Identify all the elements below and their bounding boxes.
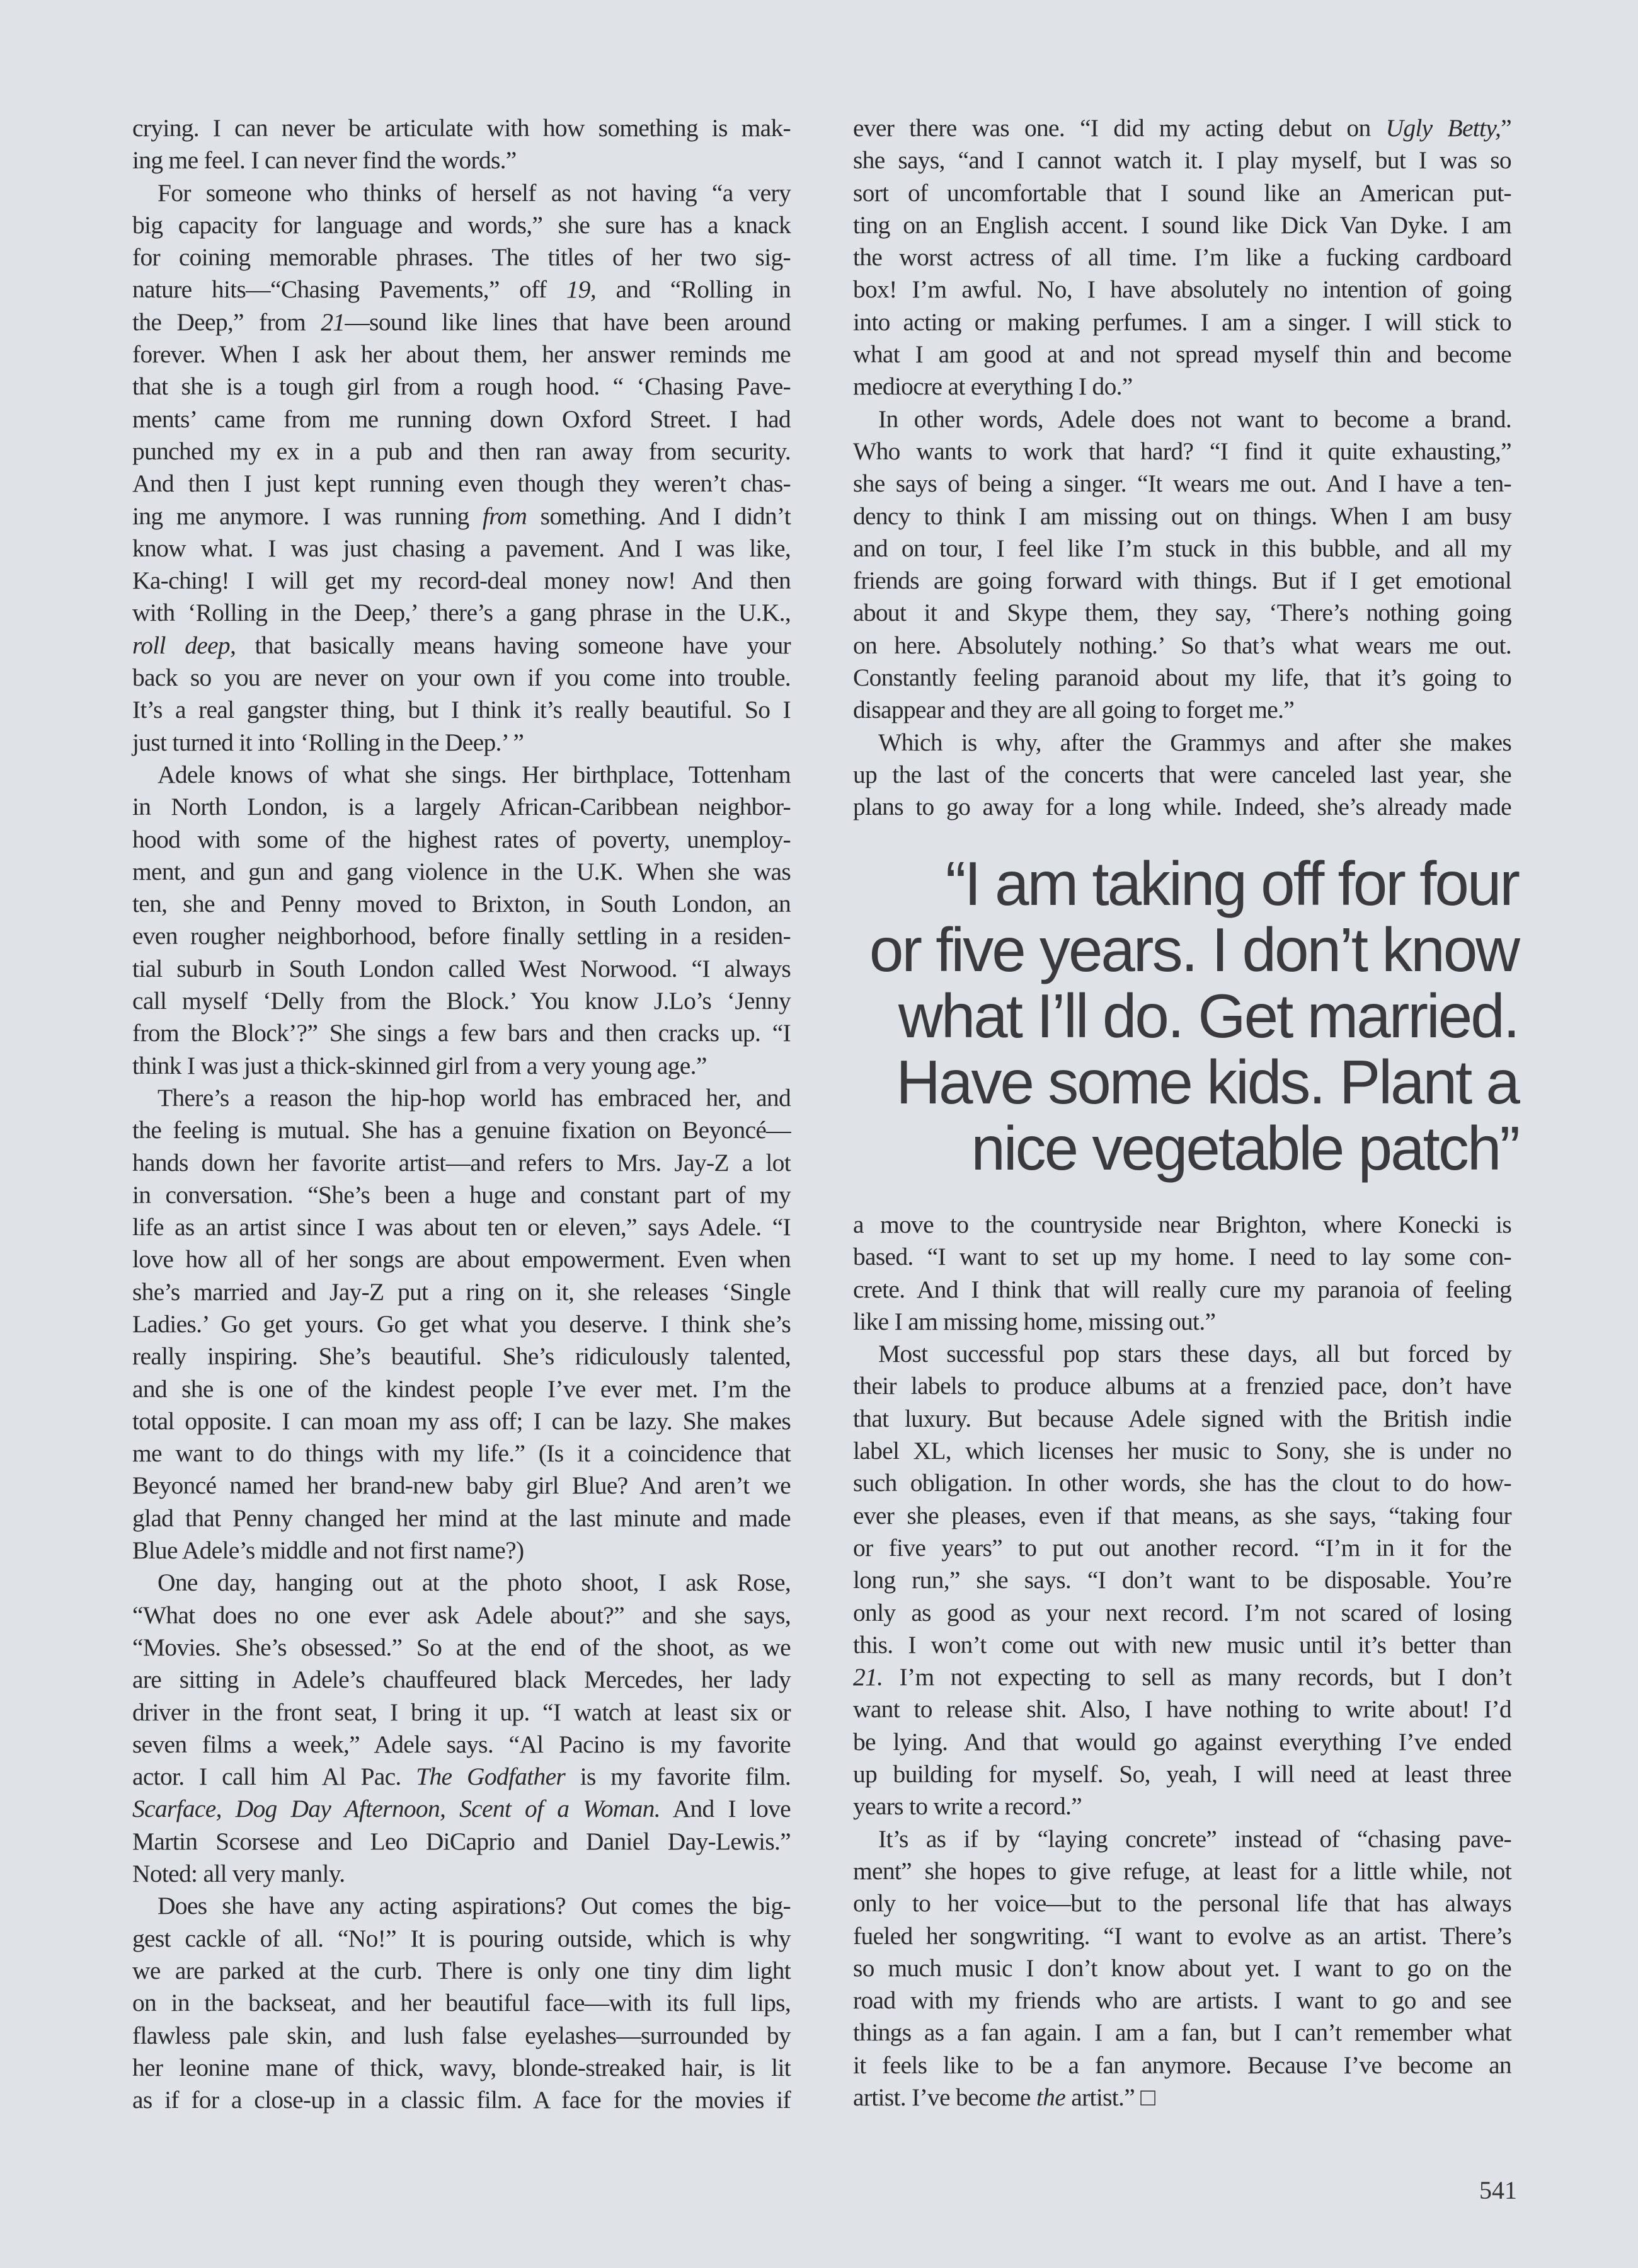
text-line: what I am good at and not spread myself thin and become bbox=[853, 340, 1511, 369]
text-line: mediocre at everything I do.” bbox=[853, 372, 1133, 401]
text-line: her leonine mane of thick, wavy, blonde-streaked hair, is lit bbox=[132, 2053, 791, 2081]
text-line: it feels like to be a fan anymore. Because I’ve become an bbox=[853, 2051, 1511, 2079]
italic-title: Ugly Betty, bbox=[1385, 114, 1501, 142]
text-line: based. “I want to set up my home. I need to lay some con- bbox=[853, 1243, 1511, 1271]
text-line: about it and Skype them, they say, ‘There’s nothing going bbox=[853, 599, 1511, 627]
text-line: she’s married and Jay-Z put a ring on it, she releases ‘Single bbox=[132, 1277, 791, 1306]
text-line: only as good as your next record. I’m not scared of losing bbox=[853, 1598, 1511, 1626]
text-line: think I was just a thick-skinned girl from a very young age.” bbox=[132, 1051, 707, 1079]
text-line: so much music I don’t know about yet. I want to go on the bbox=[853, 1954, 1511, 1982]
text-line: “Movies. She’s obsessed.” So at the end of the shoot, as we bbox=[132, 1633, 791, 1661]
text-line: life as an artist since I was about ten or eleven,” says Adele. “I bbox=[132, 1213, 791, 1241]
text-line: Most successful pop stars these days, all but forced by bbox=[878, 1340, 1511, 1368]
pull-quote-line: “I am taking off for four bbox=[945, 849, 1518, 918]
italic-title: 19, bbox=[566, 275, 597, 304]
text-line: just turned it into ‘Rolling in the Deep.’ ” bbox=[132, 728, 524, 756]
text-line: know what. I was just chasing a pavement. And I was like, bbox=[132, 534, 791, 562]
text-line: ing me anymore. I was running from something. And I didn’t bbox=[132, 502, 791, 530]
text-line: that she is a tough girl from a rough hood. “ ‘Chasing Pave- bbox=[132, 372, 791, 401]
text-line: and she is one of the kindest people I’ve ever met. I’m the bbox=[132, 1374, 791, 1403]
text-line: seven films a week,” Adele says. “Al Pacino is my favorite bbox=[132, 1730, 791, 1758]
text-line: ments’ came from me running down Oxford Street. I had bbox=[132, 405, 791, 433]
text-line: really inspiring. She’s beautiful. She’s ridiculously talented, bbox=[132, 1342, 791, 1371]
text-line: There’s a reason the hip-hop world has embraced her, and bbox=[158, 1083, 791, 1112]
text-line: Ladies.’ Go get yours. Go get what you deserve. I think she’s bbox=[132, 1310, 791, 1338]
text-line: nature hits—“Chasing Pavements,” off 19, and “Rolling in bbox=[132, 275, 791, 304]
text-line: One day, hanging out at the photo shoot, I ask Rose, bbox=[158, 1569, 791, 1597]
text-line: even rougher neighborhood, before finally settling in a residen- bbox=[132, 922, 791, 950]
text-line: ment, and gun and gang violence in the U.K. When she was bbox=[132, 857, 791, 885]
text-line: that luxury. But because Adele signed with the British indie bbox=[853, 1404, 1511, 1432]
text-line: ten, she and Penny moved to Brixton, in South London, an bbox=[132, 890, 791, 918]
text-line: a move to the countryside near Brighton, where Konecki is bbox=[853, 1211, 1511, 1238]
text-line: gest cackle of all. “No!” It is pouring outside, which is why bbox=[132, 1924, 791, 1952]
text-line: flawless pale skin, and lush false eyelashes—surrounded by bbox=[132, 2021, 791, 2049]
text-line: Adele knows of what she sings. Her birthplace, Tottenham bbox=[158, 760, 791, 788]
text-line: with ‘Rolling in the Deep,’ there’s a gang phrase in the U.K., bbox=[132, 599, 791, 627]
article-column-left bbox=[132, 112, 791, 2116]
text-line: It’s a real gangster thing, but I think it’s really beautiful. So I bbox=[132, 696, 791, 724]
paragraph bbox=[853, 1823, 1511, 2114]
text-line: It’s as if by “laying concrete” instead of “chasing pave- bbox=[878, 1824, 1511, 1853]
pull-quote bbox=[832, 851, 1518, 1182]
pull-quote-line: what I’ll do. Get married. bbox=[898, 981, 1518, 1051]
article-column-right-top bbox=[853, 112, 1511, 824]
paragraph bbox=[132, 1082, 791, 1567]
text-line: Which is why, after the Grammys and after she makes bbox=[878, 728, 1511, 756]
text-line: we are parked at the curb. There is only one tiny dim light bbox=[132, 1956, 791, 1984]
text-line: want to release shit. Also, I have nothing to write about! I’d bbox=[853, 1695, 1511, 1724]
text-line: Scarface, Dog Day Afternoon, Scent of a Woman. And I love bbox=[132, 1795, 791, 1823]
text-line: Martin Scorsese and Leo DiCaprio and Daniel Day-Lewis.” bbox=[132, 1827, 791, 1855]
text-line: as if for a close-up in a classic film. A face for the movies if bbox=[132, 2086, 791, 2114]
text-line: roll deep, that basically means having someone have your bbox=[132, 631, 791, 659]
text-line: for coining memorable phrases. The titles of her two sig- bbox=[132, 243, 791, 272]
text-line: ting on an English accent. I sound like Dick Van Dyke. I am bbox=[853, 210, 1511, 239]
text-line: tial suburb in South London called West Norwood. “I always bbox=[132, 954, 791, 982]
text-line: she says of being a singer. “It wears me out. And I have a ten- bbox=[853, 469, 1511, 498]
text-line: ing me feel. I can never find the words.” bbox=[132, 146, 517, 175]
text-line: the feeling is mutual. She has a genuine fixation on Beyoncé— bbox=[132, 1116, 791, 1144]
pull-quote-line: Have some kids. Plant a bbox=[896, 1047, 1518, 1117]
paragraph bbox=[132, 177, 791, 759]
text-line: ment” she hopes to give refuge, at least for a little while, not bbox=[853, 1856, 1511, 1885]
paragraph bbox=[853, 727, 1511, 824]
article-column-right-bottom bbox=[853, 1209, 1511, 2114]
text-line: plans to go away for a long while. Indeed, she’s already made bbox=[853, 793, 1511, 821]
italic-title: Scarface, Dog Day Afternoon, Scent of a Woman. bbox=[132, 1795, 660, 1823]
text-line: fueled her songwriting. “I want to evolve as an artist. There’s bbox=[853, 1921, 1511, 1950]
text-line: road with my friends who are artists. I want to go and see bbox=[853, 1986, 1511, 2015]
text-line: And then I just kept running even though they weren’t chas- bbox=[132, 469, 791, 498]
text-line: things as a fan again. I am a fan, but I can’t remember what bbox=[853, 2018, 1511, 2047]
text-line: on here. Absolutely nothing.’ So that’s what wears me out. bbox=[853, 631, 1511, 659]
paragraph bbox=[132, 1890, 791, 2116]
text-line: in conversation. “She’s been a huge and constant part of my bbox=[132, 1180, 791, 1209]
text-line: me want to do things with my life.” (Is it a coincidence that bbox=[132, 1439, 791, 1468]
italic-title: 21. bbox=[853, 1663, 883, 1691]
text-line: “What does no one ever ask Adele about?” and she says, bbox=[132, 1601, 791, 1629]
paragraph bbox=[853, 112, 1511, 403]
text-line: Noted: all very manly. bbox=[132, 1860, 345, 1888]
text-line: label XL, which licenses her music to Sony, she is under no bbox=[853, 1437, 1511, 1465]
paragraph bbox=[132, 1567, 791, 1890]
text-line: back so you are never on your own if you come into trouble. bbox=[132, 664, 791, 692]
text-line: 21. I’m not expecting to sell as many records, but I don’t bbox=[853, 1663, 1511, 1691]
text-line: the Deep,” from 21—sound like lines that have been around bbox=[132, 308, 791, 336]
text-line: For someone who thinks of herself as not having “a very bbox=[158, 178, 791, 207]
text-line: box! I’m awful. No, I have absolutely no intention of going bbox=[853, 275, 1511, 304]
text-line: friends are going forward with things. But if I get emotional bbox=[853, 567, 1511, 595]
text-line: Constantly feeling paranoid about my life, that it’s going to bbox=[853, 664, 1511, 692]
text-line: glad that Penny changed her mind at the last minute and made bbox=[132, 1504, 791, 1532]
text-line: driver in the front seat, I bring it up. “I watch at least six or bbox=[132, 1698, 791, 1726]
text-line: such obligation. In other words, she has the clout to do how- bbox=[853, 1469, 1511, 1497]
text-line: or five years” to put out another record. “I’m in it for the bbox=[853, 1533, 1511, 1562]
text-line: dency to think I am missing out on things. When I am busy bbox=[853, 502, 1511, 530]
text-line: years to write a record.” bbox=[853, 1792, 1082, 1821]
text-line: love how all of her songs are about empowerment. Even when bbox=[132, 1245, 791, 1274]
text-line: punched my ex in a pub and then ran away from security. bbox=[132, 437, 791, 465]
text-line: be lying. And that would go against everything I’ve ended bbox=[853, 1727, 1511, 1756]
text-line: actor. I call him Al Pac. The Godfather is my favorite film. bbox=[132, 1763, 791, 1791]
text-line: total opposite. I can moan my ass off; I can be lazy. She makes bbox=[132, 1407, 791, 1435]
text-line: on in the backseat, and her beautiful face—with its full lips, bbox=[132, 1989, 791, 2017]
text-line: Ka-ching! I will get my record-deal money now! And then bbox=[132, 567, 791, 595]
text-line: hands down her favorite artist—and refers to Mrs. Jay-Z a lot bbox=[132, 1148, 791, 1177]
paragraph bbox=[132, 759, 791, 1082]
italic-title: 21 bbox=[321, 308, 345, 336]
text-line: up building for myself. So, yeah, I will need at least three bbox=[853, 1760, 1511, 1788]
italic-title: from bbox=[482, 502, 527, 530]
text-line: from the Block’?” She sings a few bars and then cracks up. “I bbox=[132, 1019, 791, 1047]
text-line: disappear and they are all going to forget me.” bbox=[853, 696, 1295, 724]
text-line: up the last of the concerts that were canceled last year, she bbox=[853, 760, 1511, 788]
text-line: only to her voice—but to the personal life that has always bbox=[853, 1889, 1511, 1918]
italic-title: The Godfather bbox=[416, 1763, 566, 1791]
text-line: forever. When I ask her about them, her answer reminds me bbox=[132, 340, 791, 369]
italic-title: the bbox=[1036, 2083, 1066, 2112]
text-line: ever there was one. “I did my acting debut on Ugly Betty,” bbox=[853, 114, 1512, 142]
text-line: crete. And I think that will really cure my paranoia of feeling bbox=[853, 1275, 1511, 1303]
text-line: in North London, is a largely African-Caribbean neighbor- bbox=[132, 793, 791, 821]
text-line: their labels to produce albums at a frenzied pace, don’t have bbox=[853, 1372, 1511, 1400]
paragraph bbox=[853, 1338, 1511, 1822]
text-line: call myself ‘Delly from the Block.’ You know J.Lo’s ‘Jenny bbox=[132, 987, 791, 1015]
text-line: the worst actress of all time. I’m like a fucking cardboard bbox=[853, 243, 1511, 272]
text-line: long run,” she says. “I don’t want to be disposable. You’re bbox=[853, 1566, 1511, 1594]
text-line: like I am missing home, missing out.” bbox=[853, 1307, 1216, 1335]
paragraph bbox=[853, 403, 1511, 727]
paragraph bbox=[132, 112, 791, 177]
text-line: sort of uncomfortable that I sound like an American put- bbox=[853, 178, 1511, 207]
text-line: Blue Adele’s middle and not first name?) bbox=[132, 1536, 524, 1565]
text-line: Who wants to work that hard? “I find it quite exhausting,” bbox=[853, 437, 1511, 465]
text-line: In other words, Adele does not want to become a brand. bbox=[878, 405, 1511, 433]
text-line: Does she have any acting aspirations? Out comes the big- bbox=[158, 1892, 791, 1920]
text-line: this. I won’t come out with new music until it’s better than bbox=[853, 1630, 1511, 1659]
text-line: into acting or making perfumes. I am a singer. I will stick to bbox=[853, 308, 1511, 336]
text-line: ever she pleases, even if that means, as she says, “taking four bbox=[853, 1501, 1511, 1529]
paragraph bbox=[853, 1209, 1511, 1338]
text-line: and on tour, I feel like I’m stuck in this bubble, and all my bbox=[853, 534, 1511, 562]
text-line: crying. I can never be articulate with how something is mak- bbox=[132, 114, 791, 142]
italic-title: roll deep, bbox=[132, 631, 236, 659]
pull-quote-line: or five years. I don’t know bbox=[869, 915, 1518, 984]
text-line: artist. I’ve become the artist.” □ bbox=[853, 2083, 1155, 2112]
text-line: hood with some of the highest rates of poverty, unemploy- bbox=[132, 825, 791, 853]
text-line: are sitting in Adele’s chauffeured black Mercedes, her lady bbox=[132, 1666, 791, 1694]
text-line: Beyoncé named her brand-new baby girl Blue? And aren’t we bbox=[132, 1471, 791, 1500]
text-line: she says, “and I cannot watch it. I play myself, but I was so bbox=[853, 146, 1511, 175]
pull-quote-line: nice vegetable patch” bbox=[971, 1114, 1518, 1183]
page-number: 541 bbox=[1479, 2176, 1517, 2204]
text-line: big capacity for language and words,” she sure has a knack bbox=[132, 210, 791, 239]
